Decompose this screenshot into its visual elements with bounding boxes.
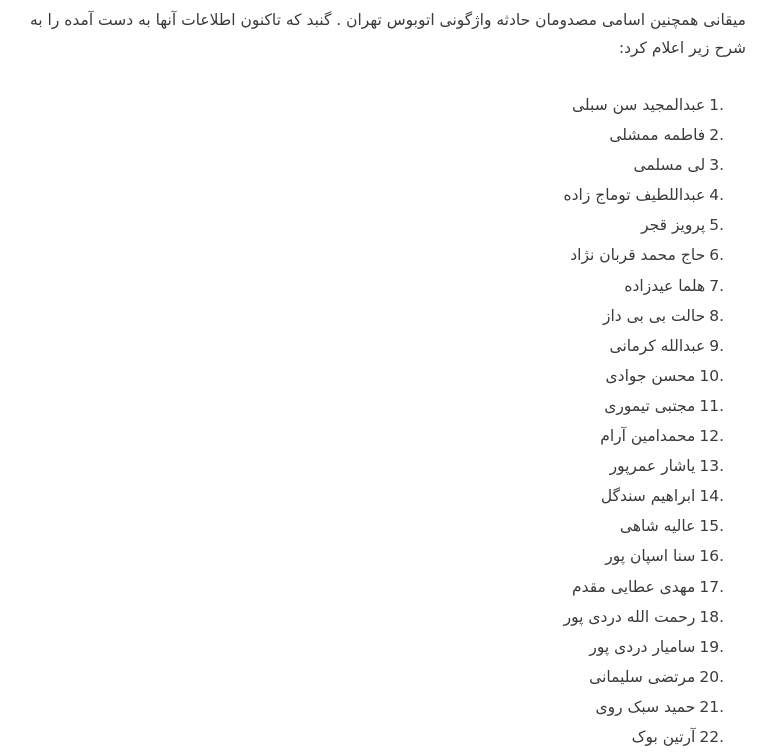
list-item [564,451,724,481]
list-item-number: 1. [709,96,724,114]
list-item [564,361,724,391]
list-item [564,90,724,120]
list-item-name: مهدی عطایی مقدم [571,577,696,596]
list-item [564,150,724,180]
list-item [564,541,724,571]
list-item-number: 18. [699,607,724,626]
list-item-name: پرویز قجر [641,216,706,235]
list-item-number: 10. [699,366,724,385]
list-item-name: مرتضی سلیمانی [589,667,696,686]
list-item [564,602,724,632]
list-item-number: 9. [709,336,724,355]
list-item-name: سنا اسپان پور [605,547,696,566]
list-item-name: سامیار دردی پور [589,637,696,656]
list-item-number: 2. [709,126,724,145]
list-item-number: 16. [699,547,724,566]
list-item [564,301,724,331]
list-item-name: رحمت الله دردی پور [563,607,696,626]
list-item [564,331,724,361]
list-item-name: حالت بی بی داز [603,306,706,325]
list-item-name: عبدالله کرمانی [609,336,706,355]
list-item-number: 6. [709,246,724,265]
list-item-name: مجتبی تیموری [604,396,696,415]
list-item-name: فاطمه ممشلی [609,126,706,145]
list-item-number: 8. [709,306,724,325]
list-item-number: 22. [699,727,724,746]
list-item-number: 15. [699,517,724,536]
list-item-name: محمدامین آرام [600,427,696,446]
list-item-number: 7. [709,276,724,295]
list-item-number: 11. [699,396,724,415]
list-item [564,632,724,662]
list-item [564,421,724,451]
list-item-name: حاج محمد قربان نژاد [570,246,706,265]
list-item [564,271,724,301]
intro-line-2: شرح زیر اعلام کرد: [618,39,746,57]
list-item-name: لی مسلمی [633,156,706,175]
list-item-name: هلما عیدزاده [624,276,706,295]
list-item [564,692,724,722]
list-item-name: محسن جوادی [605,366,696,385]
list-item-number: 12. [699,427,724,446]
list-item [564,572,724,602]
list-item-name: حمید سبک روی [595,697,696,716]
list-item-number: 17. [699,577,724,596]
list-item [564,120,724,150]
list-item [564,511,724,541]
list-item-number: 21. [699,697,724,716]
list-item-number: 3. [709,156,724,175]
list-item-number: 4. [709,186,724,205]
list-item-name: ابراهیم سندگل [600,487,696,506]
list-item-number: 20. [699,667,724,686]
list-item-number: 19. [699,637,724,656]
victims-list [564,90,724,752]
list-item-number: 13. [699,457,724,476]
list-item [564,481,724,511]
list-item-name: عالیه شاهی [619,517,696,536]
list-item [564,722,724,752]
list-item-name: آرتین بوک [631,727,696,746]
list-item [564,391,724,421]
list-item [564,210,724,240]
list-item-name: عبداللطیف توماج زاده [563,186,706,205]
list-item-number: 14. [699,487,724,506]
list-item [564,180,724,210]
list-item [564,662,724,692]
list-item-name: عبدالمجید سن سبلی [571,96,706,114]
list-item [564,240,724,270]
list-item-name: یاشار عمرپور [609,457,696,476]
intro-line-1: میقانی همچنین اسامی مصدومان حادثه واژگونی اتوبوس تهران . گنبد که تاکنون اطلاعات آنها به دست آمده را به [30,11,746,29]
intro-paragraph [6,6,746,62]
list-item-number: 5. [709,216,724,235]
